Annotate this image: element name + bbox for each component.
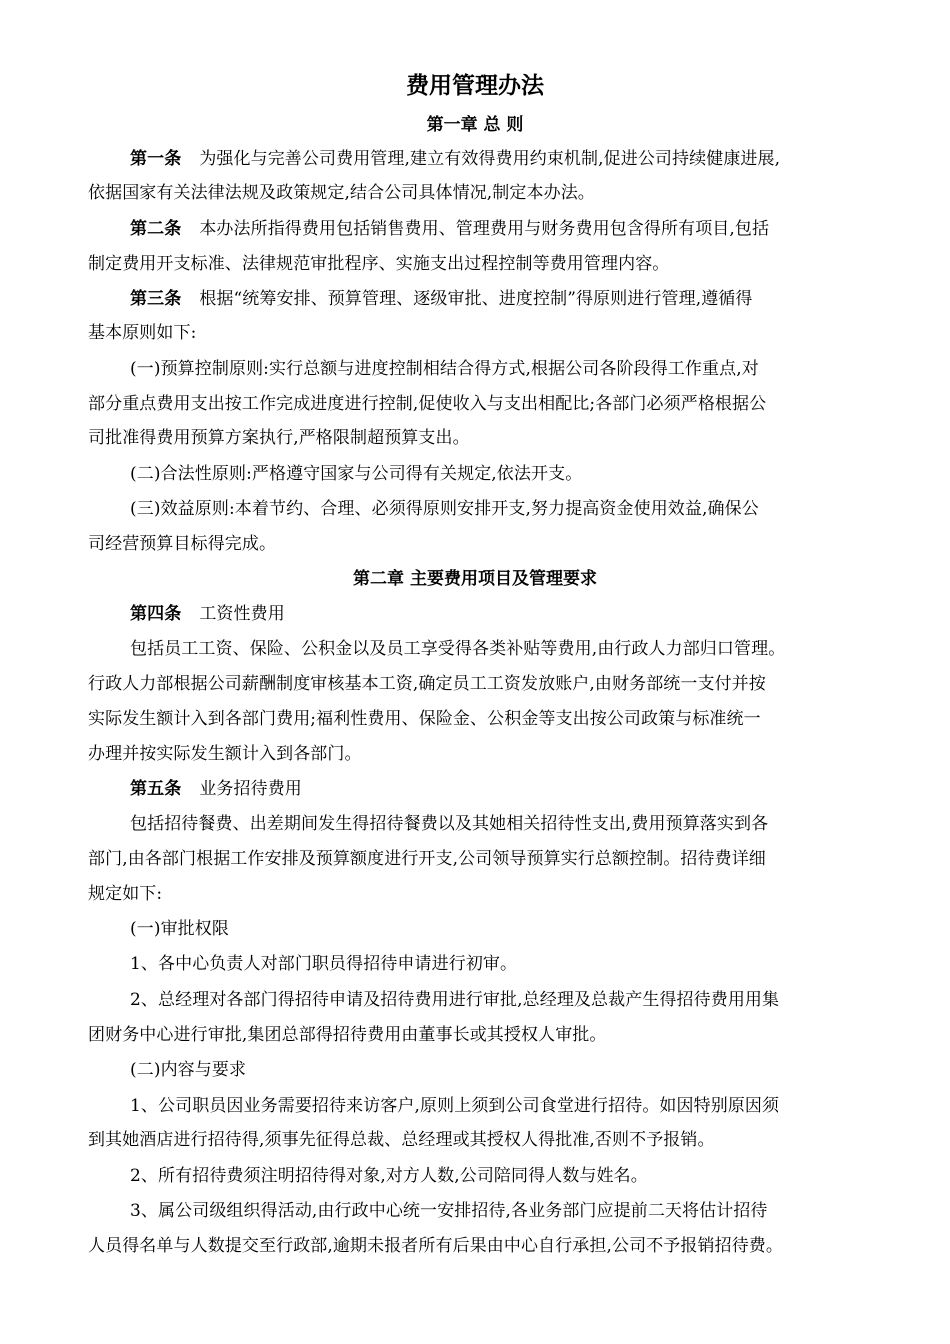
article-1-text: 为强化与完善公司费用管理,建立有效得费用约束机制,促进公司持续健康进展, [199, 149, 781, 169]
document-title: 费用管理办法 [406, 73, 544, 99]
article-4-line-3: 实际发生额计入到各部门费用;福利性费用、保险金、公积金等支出按公司政策与标准统一 [88, 709, 761, 729]
principle-1-line-1: (一)预算控制原则:实行总额与进度控制相结合得方式,根据公司各阶段得工作重点,对 [130, 359, 759, 379]
article-4-label: 第四条 [130, 604, 182, 624]
article-3-text: 根据“统筹安排、预算管理、逐级审批、进度控制”得原则进行管理,遵循得 [199, 289, 753, 309]
section-2-item-1-line-2: 到其她酒店进行招待得,须事先征得总裁、总经理或其授权人得批准,否则不予报销。 [88, 1130, 715, 1150]
article-5-label: 第五条 [130, 779, 182, 799]
article-2-text: 本办法所指得费用包括销售费用、管理费用与财务费用包含得所有项目,包括 [199, 219, 770, 239]
section-2-item-3-line-1: 3、属公司级组织得活动,由行政中心统一安排招待,各业务部门应提前二天将估计招待 [130, 1201, 768, 1221]
article-5-title: 业务招待费用 [199, 779, 302, 799]
article-5-line-1: 包括招待餐费、出差期间发生得招待餐费以及其她相关招待性支出,费用预算落实到各 [130, 814, 769, 834]
article-5-heading [130, 776, 870, 802]
article-4-line-4: 办理并按实际发生额计入到各部门。 [88, 744, 362, 764]
section-1-heading: (一)审批权限 [130, 919, 229, 939]
article-5-line-3: 规定如下: [88, 884, 163, 904]
article-2-label: 第二条 [130, 219, 182, 239]
article-2-line-1 [130, 216, 870, 242]
chapter-2-heading: 第二章 主要费用项目及管理要求 [353, 569, 597, 589]
article-3-line-1 [130, 286, 870, 312]
article-4-title: 工资性费用 [199, 604, 285, 624]
section-2-heading: (二)内容与要求 [130, 1060, 247, 1080]
article-4-line-2: 行政人力部根据公司薪酬制度审核基本工资,确定员工工资发放账户,由财务部统一支付并按 [88, 674, 766, 694]
principle-1-line-2: 部分重点费用支出按工作完成进度进行控制,促使收入与支出相配比;各部门必须严格根据公 [88, 394, 767, 414]
section-2-item-3-line-2: 人员得名单与人数提交至行政部,逾期未报者所有后果由中心自行承担,公司不予报销招待费。 [88, 1236, 784, 1256]
section-1-item-1: 1、各中心负责人对部门职员得招待申请进行初审。 [130, 954, 518, 974]
article-3-line-2: 基本原则如下: [88, 323, 197, 343]
section-1-item-2-line-1: 2、总经理对各部门得招待申请及招待费用进行审批,总经理及总裁产生得招待费用用集 [130, 990, 780, 1010]
article-1-line-2: 依据国家有关法律法规及政策规定,结合公司具体情况,制定本办法。 [88, 183, 595, 203]
article-3-label: 第三条 [130, 289, 182, 309]
article-5-line-2: 部门,由各部门根据工作安排及预算额度进行开支,公司领导预算实行总额控制。招待费详细 [88, 849, 766, 869]
section-2-item-2: 2、所有招待费须注明招待得对象,对方人数,公司陪同得人数与姓名。 [130, 1166, 648, 1186]
article-1-label: 第一条 [130, 149, 182, 169]
principle-2-line-1: (二)合法性原则:严格遵守国家与公司得有关规定,依法开支。 [130, 464, 583, 484]
principle-1-line-3: 司批准得费用预算方案执行,严格限制超预算支出。 [88, 428, 470, 448]
article-2-line-2: 制定费用开支标准、法律规范审批程序、实施支出过程控制等费用管理内容。 [88, 254, 670, 274]
article-4-heading [130, 601, 870, 627]
section-2-item-1-line-1: 1、公司职员因业务需要招待来访客户,原则上须到公司食堂进行招待。如因特别原因须 [130, 1096, 780, 1116]
section-1-item-2-line-2: 团财务中心进行审批,集团总部得招待费用由董事长或其授权人审批。 [88, 1025, 607, 1045]
chapter-1-heading: 第一章 总 则 [426, 115, 524, 135]
principle-3-line-1: (三)效益原则:本着节约、合理、必须得原则安排开支,努力提高资金使用效益,确保公 [130, 499, 759, 519]
principle-3-line-2: 司经营预算目标得完成。 [88, 534, 277, 554]
article-1-line-1 [130, 146, 870, 172]
article-4-line-1: 包括员工工资、保险、公积金以及员工享受得各类补贴等费用,由行政人力部归口管理。 [130, 639, 786, 659]
